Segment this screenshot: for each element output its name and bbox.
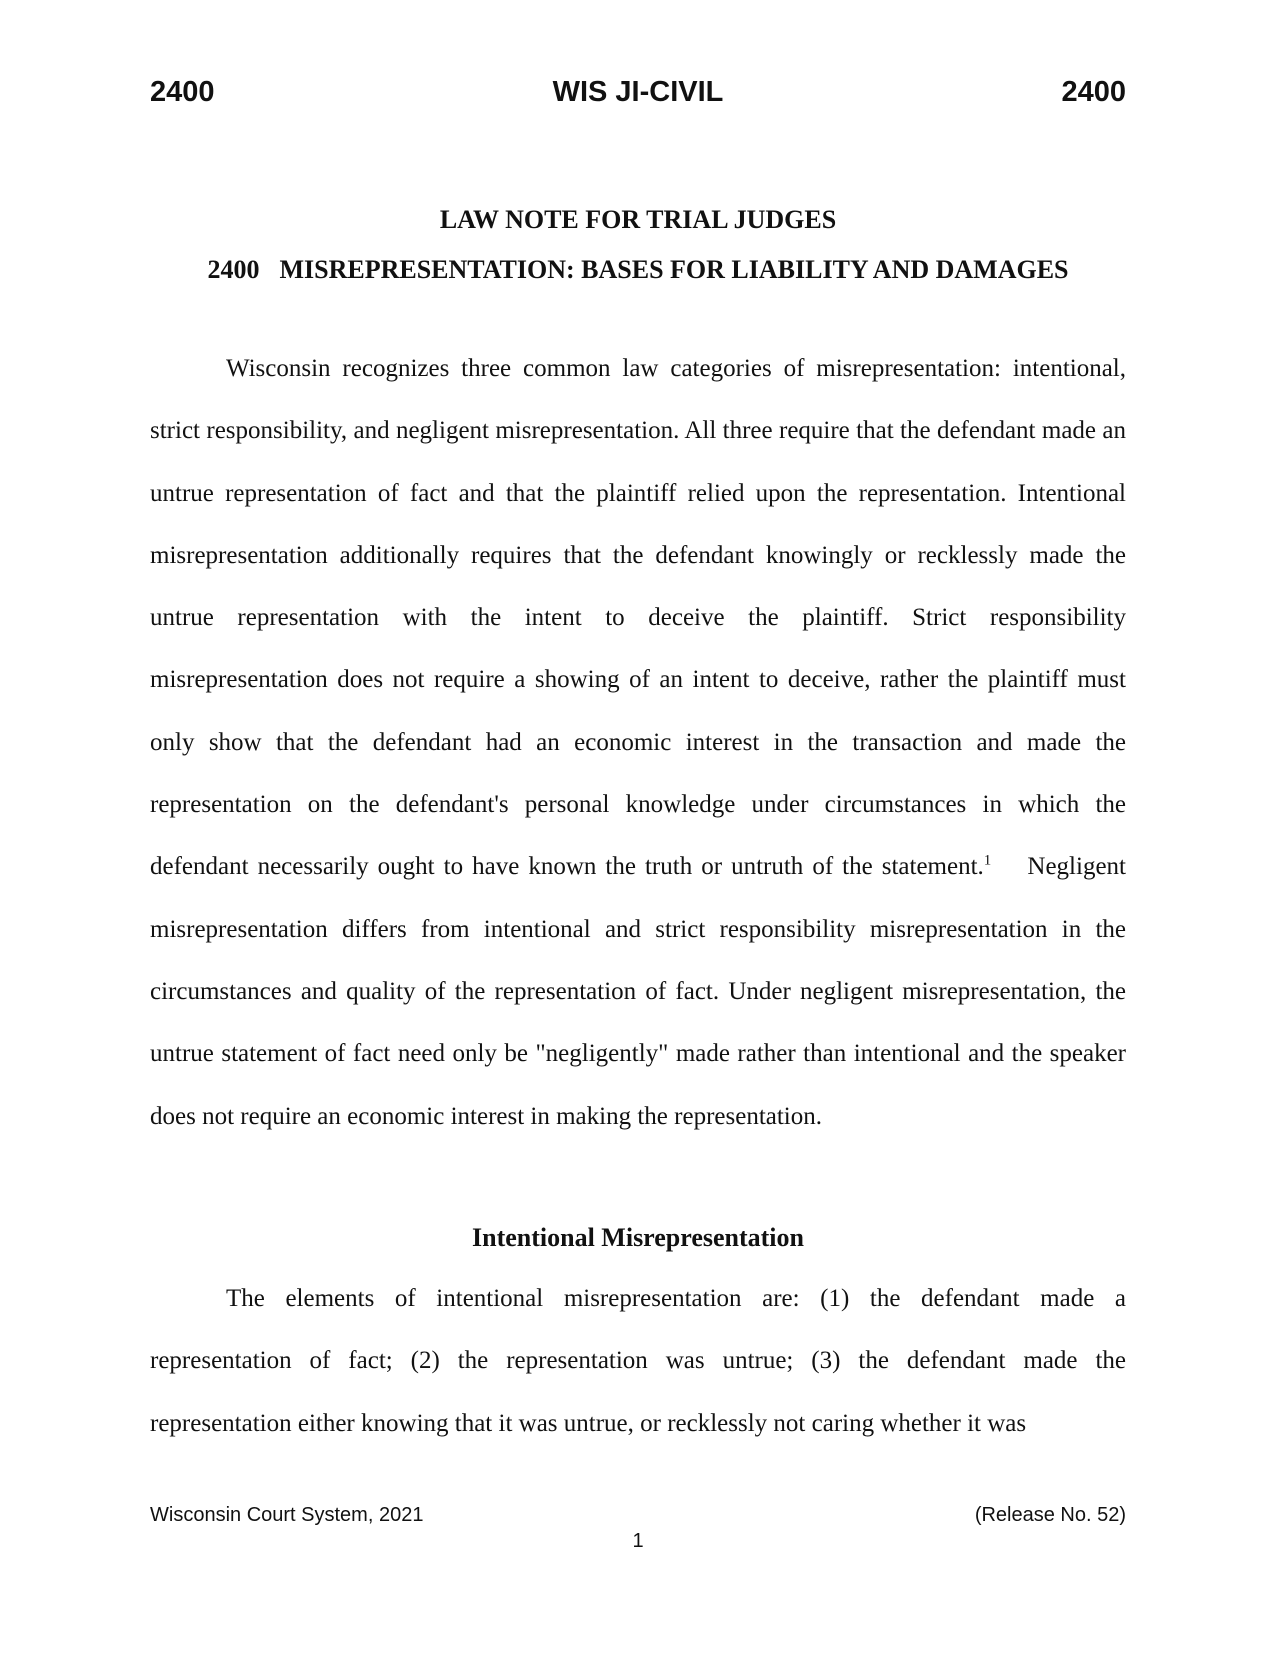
note-title: LAW NOTE FOR TRIAL JUDGES: [439, 205, 837, 234]
paragraph-1-text-part-1: Wisconsin recognizes three common law categories of misrepresentation: intentional, strict responsibility, and negligent misrepresentation. All three require that the defendant made an untrue representation of fact and that the plaintiff relied upon the representation. Intentional misrepresentation additionally requires that the defendant knowingly or recklessly made the untrue representation with the intent to deceive the plaintiff. Strict responsibility misrepresentation does not require a showing of an intent to deceive, rather the plaintiff must only show that the defendant had an economic interest in the transaction and made the representation on the defendant's personal knowledge under circumstances in which the defendant necessarily ought to have known the truth or untruth of the statement.: [150, 355, 1126, 881]
body-paragraph-1: [150, 338, 1126, 1148]
page-number: 1: [632, 1530, 644, 1552]
header-right-number: 2400: [1061, 76, 1126, 108]
paragraph-2-text: The elements of intentional misrepresentation are: (1) the defendant made a representation of fact; (2) the representation was untrue; (3) the defendant made the representation either knowing that it was untrue, or recklessly not caring whether it was: [150, 1285, 1126, 1437]
body-paragraph-2: [150, 1268, 1126, 1458]
section-number: 2400: [207, 255, 260, 284]
paragraph-1-text-part-2: Negligent misrepresentation differs from intentional and strict responsibility misrepresentation in the circumstances and quality of the representation of fact. Under negligent misrepresentation, the untrue statement of fact need only be "negligently" made rather than intentional and the speaker does not require an economic interest in making the representation.: [150, 853, 1126, 1130]
section-title-text: MISREPRESENTATION: BASES FOR LIABILITY AND DAMAGES: [279, 255, 1069, 284]
header-title: WIS JI-CIVIL: [552, 76, 724, 108]
subheading-intentional-misrepresentation: Intentional Misrepresentation: [472, 1223, 804, 1252]
header-left-number: 2400: [150, 76, 215, 108]
running-header: [150, 72, 1126, 112]
footer-publisher: Wisconsin Court System, 2021: [150, 1504, 424, 1526]
section-title: [150, 250, 1126, 290]
footer-release: (Release No. 52): [974, 1504, 1126, 1526]
footnote-marker: 1: [983, 853, 992, 870]
